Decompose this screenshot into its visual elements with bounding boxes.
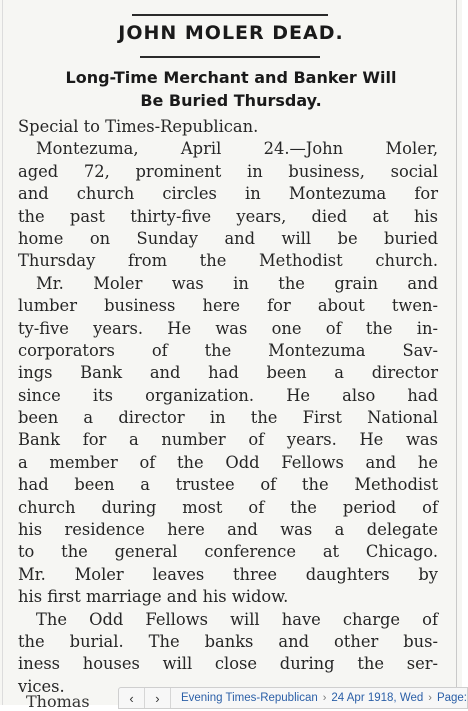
- body-line: the past thirty-five years, died at his: [18, 206, 438, 226]
- body-line: aged 72, prominent in business, social: [18, 161, 438, 181]
- breadcrumb-separator: ›: [322, 692, 327, 704]
- body-line: had been a trustee of the Methodist: [18, 475, 438, 495]
- breadcrumb: [171, 692, 467, 704]
- breadcrumb-page-link[interactable]: Page:: [436, 692, 467, 704]
- breadcrumb-date-link[interactable]: 24 Apr 1918, Wed: [331, 692, 424, 704]
- subhead-line-1: Long-Time Merchant and Banker Will: [65, 68, 397, 87]
- headline-rule: [140, 56, 320, 58]
- top-rule: [132, 14, 328, 16]
- previous-button[interactable]: [119, 688, 145, 708]
- breadcrumb-publication-link[interactable]: Evening Times-Republican: [180, 692, 318, 704]
- next-article-fragment: Thomas: [26, 692, 90, 711]
- body-line: church during most of the period of: [18, 497, 438, 517]
- body-line: to the general conference at Chicago.: [18, 542, 438, 562]
- body-line: Mr. Moler was in the grain and: [36, 273, 438, 293]
- article-subhead: [8, 66, 454, 112]
- body-line: since its organization. He also had: [18, 385, 438, 405]
- body-line: his residence here and was a delegate: [18, 520, 438, 540]
- body-line: Special to Times-Republican.: [18, 117, 259, 136]
- body-line: his first marriage and his widow.: [18, 587, 289, 607]
- chevron-right-icon: ›: [155, 690, 160, 706]
- body-line: and church circles in Montezuma for: [18, 184, 438, 204]
- body-line: ings Bank and had been a director: [18, 363, 438, 383]
- clipping-navigation-bar: [118, 687, 468, 709]
- breadcrumb-separator: ›: [428, 692, 432, 704]
- body-line: iness houses will close during the ser-: [18, 654, 438, 674]
- article-headline: JOHN MOLER DEAD.: [118, 22, 344, 44]
- body-line: the burial. The banks and other bus-: [18, 631, 438, 651]
- body-line: corporators of the Montezuma Sav-: [18, 340, 438, 360]
- article-body: [18, 116, 438, 698]
- clipping-left-edge: [2, 0, 3, 705]
- body-line: Thursday from the Methodist church.: [18, 251, 438, 271]
- body-line: home on Sunday and will be buried: [18, 228, 438, 248]
- chevron-left-icon: ‹: [129, 690, 134, 706]
- body-line: Montezuma, April 24.—John Moler,: [36, 139, 438, 159]
- subhead-line-2: Be Buried Thursday.: [140, 91, 322, 110]
- body-line: ty-five years. He was one of the in-: [18, 318, 438, 338]
- next-button[interactable]: [145, 688, 171, 708]
- body-line: Bank for a number of years. He was: [18, 430, 438, 450]
- body-line: a member of the Odd Fellows and he: [18, 452, 438, 472]
- body-line: been a director in the First National: [18, 408, 438, 428]
- body-line: The Odd Fellows will have charge of: [36, 609, 438, 629]
- body-line: Mr. Moler leaves three daughters by: [18, 564, 438, 584]
- clipping-right-edge: [456, 0, 457, 705]
- body-line: vices.: [18, 676, 65, 696]
- body-line: lumber business here for about twen-: [18, 296, 438, 316]
